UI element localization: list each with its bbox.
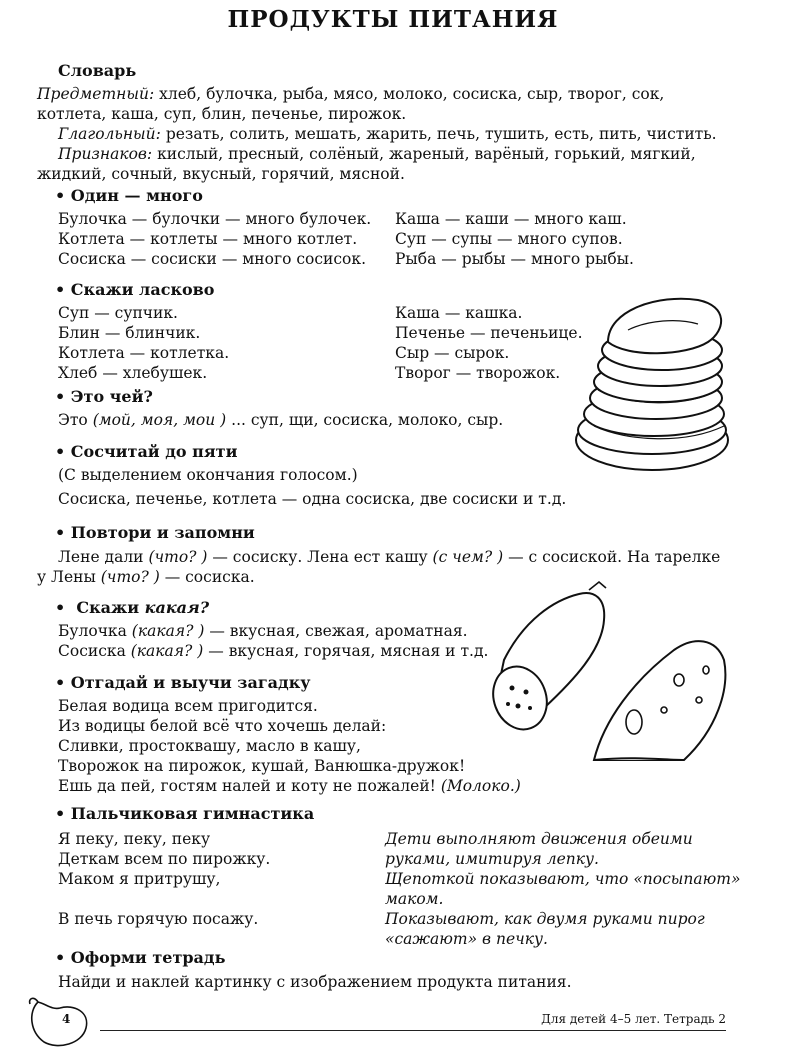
schet-line2: Сосиска, печенье, котлета — одна сосиска, две сосиски и т.д. <box>58 490 567 508</box>
zagadka-line-1: Белая водица всем пригодится. <box>58 697 318 715</box>
chey-post: ... суп, щи, сосиска, молоко, сыр. <box>226 411 504 429</box>
laskovo-left-3: Котлета — котлетка. <box>58 344 230 362</box>
slovar-heading: Словарь <box>58 61 137 80</box>
kakaya-hint-2: (какая? ) <box>130 642 204 660</box>
predmet-label: Предметный: <box>37 85 155 103</box>
kakaya-heading <box>55 598 209 617</box>
kakaya-text-3: Сосиска <box>58 642 131 660</box>
laskovo-left-2: Блин — блинчик. <box>58 324 201 342</box>
odin-mnogo-left-3: Сосиска — сосиски — много сосисок. <box>58 250 366 268</box>
zagadka-answer: (Молоко.) <box>440 777 521 795</box>
pear-page-marker-icon <box>24 996 94 1048</box>
laskovo-left-4: Хлеб — хлебушек. <box>58 364 208 382</box>
zagadka-heading: • Отгадай и выучи загадку <box>55 673 310 692</box>
gimnastika-right-3: Щепоткой показывают, что «посыпают» <box>385 870 741 888</box>
pancakes-illustration <box>568 290 736 480</box>
povtori-text-2: — сосиску. Лена ест кашу <box>207 548 433 566</box>
kakaya-heading-question: какая? <box>144 598 210 617</box>
povtori-hint-3: (что? ) <box>100 568 160 586</box>
kakaya-line1 <box>58 621 468 641</box>
gimnastika-left-3: Маком я притрушу, <box>58 870 221 888</box>
povtori-line1 <box>58 547 720 567</box>
povtori-text-1: Лене дали <box>58 548 149 566</box>
gimnastika-right-1: Дети выполняют движения обеими <box>385 830 693 848</box>
schet-heading: • Сосчитай до пяти <box>55 442 237 461</box>
tetrad-text: Найди и наклей картинку с изображением продукта питания. <box>58 973 572 991</box>
tetrad-heading: • Оформи тетрадь <box>55 948 225 967</box>
predmet-text: хлеб, булочка, рыба, мясо, молоко, сосиска, сыр, творог, сок, <box>154 85 665 103</box>
chey-heading: • Это чей? <box>55 387 153 406</box>
page-title: ПРОДУКТЫ ПИТАНИЯ <box>227 6 559 33</box>
povtori-hint-2: (с чем? ) <box>432 548 504 566</box>
sausage-cheese-illustration <box>484 580 734 770</box>
zagadka-line-4: Творожок на пирожок, кушай, Ванюшка-дружок! <box>58 757 466 775</box>
kakaya-hint-1: (какая? ) <box>131 622 205 640</box>
kakaya-heading-text: Скажи <box>76 598 140 617</box>
odin-mnogo-left-1: Булочка — булочки — много булочек. <box>58 210 372 228</box>
priznak-label: Признаков: <box>58 145 153 163</box>
gimnastika-right-5: Показывают, как двумя руками пирог <box>385 910 705 928</box>
chey-line <box>58 410 503 430</box>
povtori-heading: • Повтори и запомни <box>55 523 255 542</box>
gimnastika-right-6: «сажают» в печку. <box>385 930 548 948</box>
page-number: 4 <box>62 1012 71 1026</box>
gimnastika-right-2: руками, имитируя лепку. <box>385 850 599 868</box>
chey-pre: Это <box>58 411 93 429</box>
gimnastika-right-4: маком. <box>385 890 444 908</box>
odin-mnogo-left-2: Котлета — котлеты — много котлет. <box>58 230 358 248</box>
povtori-text-5: — сосиска. <box>159 568 255 586</box>
povtori-hint-1: (что? ) <box>148 548 208 566</box>
footer-caption: Для детей 4–5 лет. Тетрадь 2 <box>541 1012 726 1026</box>
povtori-line2 <box>37 567 255 587</box>
chey-hint: (мой, моя, мои ) <box>92 411 227 429</box>
zagadka-line-2: Из водицы белой всё что хочешь делай: <box>58 717 387 735</box>
glagol-text: резать, солить, мешать, жарить, печь, тушить, есть, пить, чистить. <box>160 125 717 143</box>
slovar-priznak-line2: жидкий, сочный, вкусный, горячий, мясной. <box>37 165 405 183</box>
odin-mnogo-heading: • Один — много <box>55 186 203 205</box>
glagol-label: Глагольный: <box>58 125 161 143</box>
gimnastika-left-1: Я пеку, пеку, пеку <box>58 830 211 848</box>
odin-mnogo-right-3: Рыба — рыбы — много рыбы. <box>395 250 634 268</box>
laskovo-right-3: Сыр — сырок. <box>395 344 510 362</box>
kakaya-text-4: — вкусная, горячая, мясная и т.д. <box>203 642 489 660</box>
kakaya-text-1: Булочка <box>58 622 132 640</box>
povtori-text-4: у Лены <box>37 568 101 586</box>
povtori-text-3: — с сосиской. На тарелке <box>503 548 721 566</box>
zagadka-line-3: Сливки, простоквашу, масло в кашу, <box>58 737 361 755</box>
kakaya-line2 <box>58 641 488 661</box>
slovar-predmet-line1 <box>37 84 664 104</box>
odin-mnogo-right-2: Суп — супы — много супов. <box>395 230 623 248</box>
priznak-text: кислый, пресный, солёный, жареный, варёный, горький, мягкий, <box>152 145 696 163</box>
slovar-predmet-line2: котлета, каша, суп, блин, печенье, пирожок. <box>37 105 407 123</box>
gimnastika-left-4: В печь горячую посажу. <box>58 910 259 928</box>
laskovo-left-1: Суп — супчик. <box>58 304 178 322</box>
zagadka-line-5 <box>58 776 521 796</box>
laskovo-right-4: Творог — творожок. <box>395 364 561 382</box>
slovar-glagol-line <box>58 124 717 144</box>
schet-line1: (С выделением окончания голосом.) <box>58 466 358 484</box>
laskovo-heading: • Скажи ласково <box>55 280 214 299</box>
slovar-priznak-line1 <box>58 144 696 164</box>
laskovo-right-2: Печенье — печеньице. <box>395 324 583 342</box>
kakaya-text-2: — вкусная, свежая, ароматная. <box>204 622 468 640</box>
zagadka-last-text: Ешь да пей, гостям налей и коту не пожалей! <box>58 777 441 795</box>
laskovo-right-1: Каша — кашка. <box>395 304 523 322</box>
odin-mnogo-right-1: Каша — каши — много каш. <box>395 210 627 228</box>
footer-divider <box>100 1030 726 1031</box>
gimnastika-left-2: Деткам всем по пирожку. <box>58 850 271 868</box>
gimnastika-heading: • Пальчиковая гимнастика <box>55 804 314 823</box>
